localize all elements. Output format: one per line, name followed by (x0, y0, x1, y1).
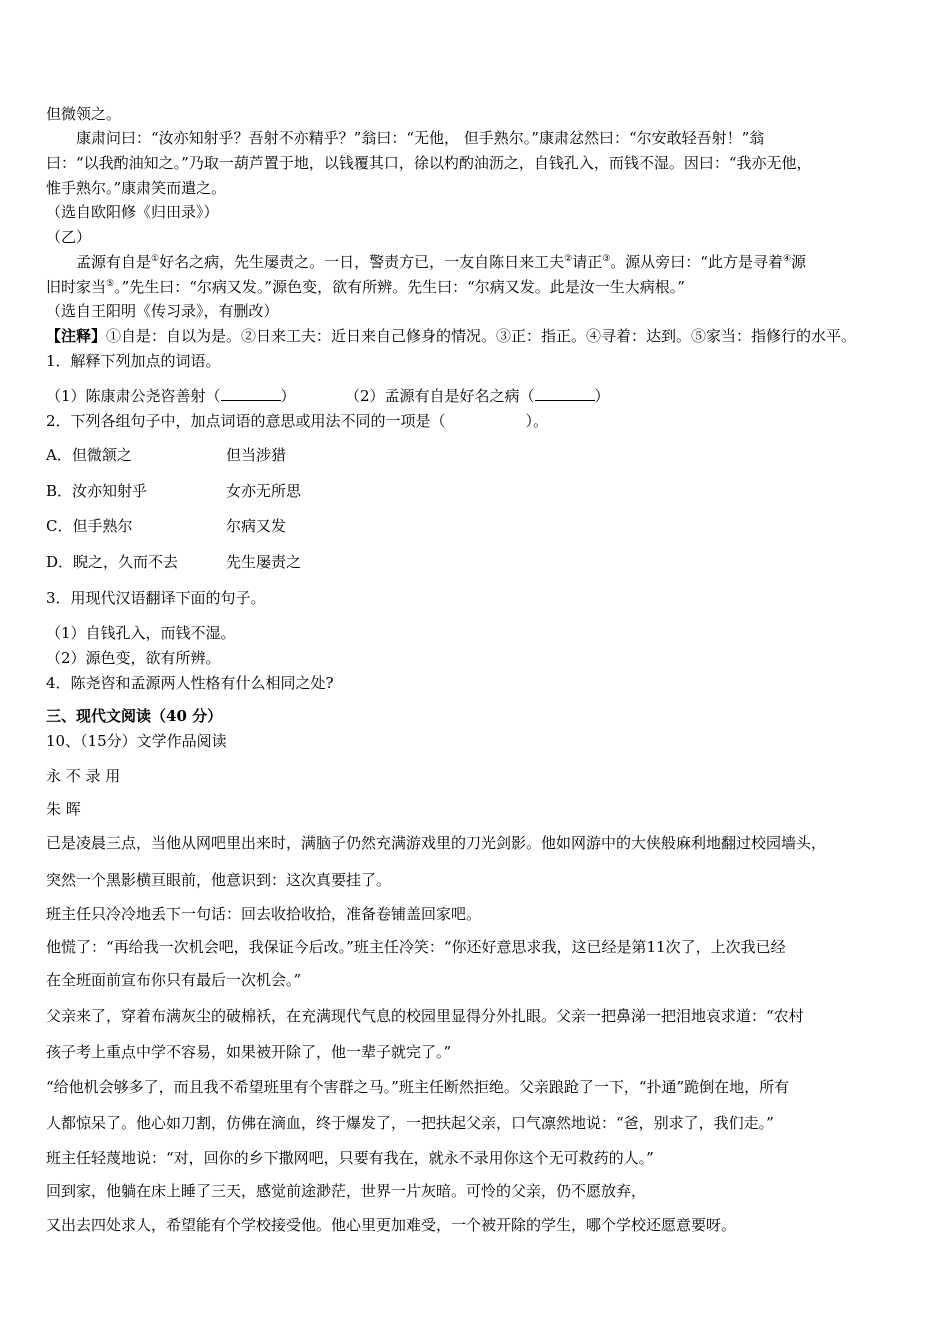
footnote-mark: ① (151, 254, 160, 264)
text-span: 。源从旁曰：“此方是寻着 (610, 253, 783, 271)
question-2 (46, 411, 548, 431)
q1-item1-close: ） (280, 387, 296, 405)
option-left-text: 但微颔之 (71, 446, 132, 464)
option-c[interactable] (46, 516, 133, 536)
footnote-mark: ④ (782, 254, 792, 264)
option-letter: A． (46, 446, 72, 464)
option-letter: C． (46, 517, 73, 535)
story-line: “给他机会够多了，而且我不希望班里有个害群之马。”班主任断然拒绝。父亲踉跄了一下，“扑通”跪倒在地，所有 (46, 1078, 790, 1096)
story-line: 人都惊呆了。他心如刀割，仿佛在滴血，终于爆发了，一把扶起父亲，口气凛然地说：“爸，别求了，我们走。” (46, 1114, 774, 1132)
story-line: 孩子考上重点中学不容易，如果被开除了，他一辈子就完了。” (46, 1043, 452, 1061)
option-letter: B． (46, 482, 73, 500)
notes-label: 【注释】 (46, 327, 107, 345)
story-line: 已是凌晨三点，当他从网吧里出来时，满脑子仍然充满游戏里的刀光剑影。他如网游中的大侠般麻利地翻过校园墙头， (46, 834, 827, 852)
story-line: 又出去四处求人，希望能有个学校接受他。他心里更加难受，一个被开除的学生，哪个学校还愿意要呀。 (46, 1216, 737, 1234)
option-left-text: 汝亦知射乎 (72, 482, 148, 500)
question-3-item-2: （2）源色变，欲有所辨。 (46, 649, 221, 667)
option-left-text: 睨之，久而不去 (73, 553, 179, 571)
text-span: 孟源有自是 (76, 253, 152, 271)
annotation-notes (46, 326, 856, 346)
footnote-mark: ③ (602, 254, 611, 264)
question-1: 1．解释下列加点的词语。 (46, 352, 221, 370)
story-line: 突然一个黑影横亘眼前，他意识到：这次真要挂了。 (46, 871, 392, 889)
q1-item2-text: （2）孟源有自是好名之病（ (345, 387, 535, 405)
question-1-item-1 (46, 386, 296, 406)
question-10: 10、（15分）文学作品阅读 (46, 732, 227, 750)
story-line: 班主任只冷冷地丢下一句话：回去收拾收拾，准备卷铺盖回家吧。 (46, 905, 482, 923)
notes-text: ①自是：自以为是。②日来工夫：近日来自己修身的情况。③正：指正。④寻着：达到。⑤家当：指修行的水平。 (106, 327, 857, 345)
section-heading: 三、现代文阅读（40 分） (46, 707, 223, 725)
question-1-item-2 (345, 386, 610, 406)
passage-jia-line0: 但微领之。 (46, 105, 122, 123)
passage-jia-line1: 康肃问曰：“汝亦知射乎？吾射不亦精乎？”翁曰：“无他， 但手熟尔。”康肃忿然曰：“尔安敢轻吾射！”翁 (76, 129, 765, 147)
q2-text: 2．下列各组句子中，加点词语的意思或用法不同的一项是（ (46, 412, 446, 430)
option-b-right-text: 女亦无所思 (226, 482, 302, 500)
text-span: 旧时家当 (46, 278, 107, 296)
story-author: 朱 晖 (46, 800, 81, 818)
option-d[interactable] (46, 552, 178, 572)
story-line: 在全班面前宣布你只有最后一次机会。” (46, 971, 302, 989)
option-a[interactable] (46, 445, 132, 465)
option-a-right-text: 但当涉猎 (226, 446, 287, 464)
q1-item1-text: （1）陈康肃公尧咨善射（ (46, 387, 221, 405)
option-letter: D． (46, 553, 74, 571)
text-span: 请正 (572, 253, 603, 271)
text-span: 。”先生曰：“尔病又发。”源色变，欲有所辨。先生曰：“尔病又发。此是汝一生大病根。” (114, 278, 685, 296)
text-span: 源 (791, 253, 807, 271)
option-d-right-text: 先生屡责之 (226, 553, 302, 571)
story-title: 永 不 录 用 (46, 767, 121, 785)
passage-jia-line3: 惟手熟尔。”康肃笑而遣之。 (46, 179, 227, 197)
footnote-mark: ⑤ (106, 279, 115, 289)
q2-close: ）。 (525, 412, 549, 430)
question-3-item-1: （1）自钱孔入，而钱不湿。 (46, 624, 236, 642)
option-b[interactable] (46, 481, 147, 501)
passage-yi-line2 (46, 277, 685, 297)
story-line: 班主任轻蔑地说：“对，回你的乡下撒网吧，只要有我在，就永不录用你这个无可救药的人。” (46, 1149, 654, 1167)
question-4: 4．陈尧咨和孟源两人性格有什么相同之处? (46, 674, 334, 692)
question-3: 3．用现代汉语翻译下面的句子。 (46, 589, 266, 607)
text-span: 好名之病，先生屡责之。一日，警责方已，一友自陈日来工夫 (159, 253, 565, 271)
story-line: 回到家，他躺在床上睡了三天，感觉前途渺茫，世界一片灰暗。可怜的父亲，仍不愿放弃， (46, 1182, 647, 1200)
passage-yi-line1 (76, 252, 806, 272)
passage-jia-source: （选自欧阳修《归田录》） (46, 203, 219, 221)
story-line: 父亲来了，穿着布满灰尘的破棉袄，在充满现代气息的校园里显得分外扎眼。父亲一把鼻涕一把泪地哀求道：“农村 (46, 1007, 804, 1025)
passage-yi-source: （选自王阳明《传习录》，有删改） (46, 302, 279, 320)
passage-jia-line2: 曰：“以我酌油知之。”乃取一葫芦置于地，以钱覆其口，徐以杓酌油沥之，自钱孔入，而钱不湿。因曰：“我亦无他， (46, 154, 812, 172)
story-line: 他慌了：“再给我一次机会吧，我保证今后改。”班主任冷笑：“你还好意思求我，这已经是第11次了，上次我已经 (46, 938, 786, 956)
answer-blank[interactable] (221, 386, 281, 401)
option-c-right-text: 尔病又发 (226, 517, 287, 535)
option-left-text: 但手熟尔 (72, 517, 133, 535)
footnote-mark: ② (564, 254, 573, 264)
q1-item2-close: ） (594, 387, 610, 405)
passage-yi-label: （乙） (46, 228, 92, 246)
answer-blank[interactable] (535, 386, 595, 401)
